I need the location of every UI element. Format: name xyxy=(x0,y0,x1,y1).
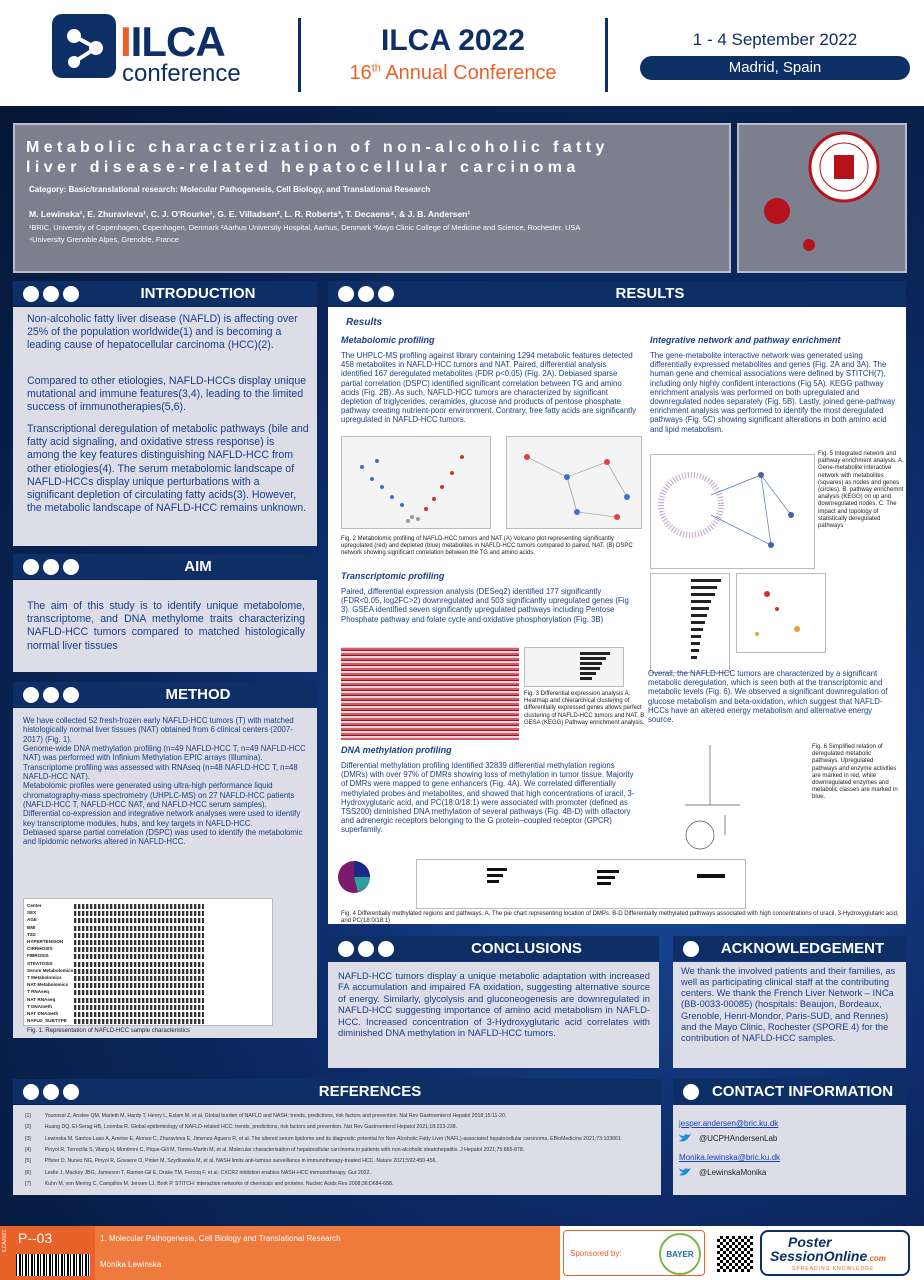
aim-header: AIM xyxy=(13,554,317,579)
intro-paragraph: Non-alcoholic fatty liver disease (NAFLD) is affecting over 25% of the population worldwide(1) and is becoming a leading cause of hepatocellular carcinoma (HCC)(2). xyxy=(27,313,298,352)
conference-location: Madrid, Spain xyxy=(640,56,910,80)
reference-text: Huang DQ, El-Serag HB, Loomba R. Global epidemiology of NAFLD-related HCC: trends, predictions, risk factors and prevention. Nat Rev Gastroenterol Hepatol 2021;18:223-238. xyxy=(44,1124,458,1131)
figure-1-row-label: NAT DNAmeth xyxy=(27,1011,59,1016)
twitter-icon xyxy=(679,1167,691,1177)
sponsor-label: Sponsored by: xyxy=(570,1249,622,1258)
figure-1-row-bar xyxy=(74,983,204,988)
conference-header xyxy=(0,0,924,106)
figure-4a-pie-chart xyxy=(334,857,374,897)
contact-twitter-lewinska[interactable]: @LewinskaMonika xyxy=(679,1167,766,1177)
figure-6-pathway-diagram xyxy=(650,735,800,885)
method-panel xyxy=(13,708,317,1038)
reference-number: [2] xyxy=(25,1124,31,1131)
method-text: We have collected 52 fresh-frozen early NAFLD-HCC tumors (T) with matched histologically normal liver tissues (NAT) obtained from 6 clinical centers (2007-2017) (Fig. 1). Genome-wide DNA methylation profiling (n=49 NAFLD-HCC T, n=49 NAFLD-HCC NAT) was performed with Infinium Methylation EPIC arrays (Illumina). Transcriptome profiling was assessed with RNAseq (n=48 NAFLD-HCC T, n=48 NAFLD-HCC NAT). Metabolomic profiles were generated using ultra-high performance liquid chromatography-mass spectrometry (UHPLC-MS) on 27 NAFLD-HCC patients (NAFLD-HCC T, NAFLD-HCC NAT, and NAFLD-HCC serum samples). Differential co-expression and integrative network analyses were used to identify key transcriptome modules, hubs, and key targets in NAFLD-HCC. Debiased sparse partial correlation (DSPC) was used to identify the metabolomic and lipidomic networks altered in NAFLD-HCC. xyxy=(23,716,306,847)
reference-item xyxy=(25,1113,655,1120)
introduction-panel xyxy=(13,307,317,546)
affiliation-line2: ⁴University Grenoble Alpes, Grenoble, France xyxy=(29,235,179,244)
figure-1-row-bar xyxy=(74,918,204,923)
figure-2b-dspc-network xyxy=(506,436,642,529)
aim-panel xyxy=(13,580,317,672)
conclusions-text: NAFLD-HCC tumors display a unique metabolic adaptation with increased FA accumulation and impaired FA oxidation, suggesting alternative source of energy. Similarly, glycolysis and gluconeogenesis are downregulated in NAFLD-HCC suggesting importance of amino acid metabolism in NAFLD-HCC. Increased concentration of 3-Hydroxyglutaric acid correlates with diminished DNA methylation in NAFLD-HCC tumors. xyxy=(338,970,650,1039)
university-seal-icon xyxy=(739,125,905,271)
acknowledgement-header: ACKNOWLEDGEMENT xyxy=(673,936,906,961)
university-seal-box xyxy=(737,123,907,273)
twitter-icon xyxy=(679,1133,691,1143)
reference-number: [3] xyxy=(25,1135,31,1142)
reference-text: Younossi Z, Anstee QM, Marietti M, Hardy T, Henry L, Eslam M, et al. Global burden of NAFLD and NASH: trends, predictions, risk factors and prevention. Nat Rev Gastroenterol Hepatol 2018;15:11-20. xyxy=(44,1113,507,1119)
metabolomic-heading: Metabolomic profiling xyxy=(341,335,435,345)
aim-text: The aim of this study is to identify unique metabolome, transcriptome, and DNA methylome traits characterizing NAFLD-HCC tumors compared to matched histologically normal liver tissues xyxy=(27,600,305,652)
reference-number: [1] xyxy=(25,1113,31,1119)
reference-item xyxy=(25,1124,655,1131)
affiliation-line1: ¹BRIC, University of Copenhagen, Copenhagen, Denmark ²Aarhus University Hospital, Aarhus, Denmark ³Mayo Clinic College of Medicine and Science, Rochester, USA xyxy=(29,223,581,232)
bayer-logo-icon xyxy=(658,1232,702,1276)
figure-1-caption: Fig. 1. Representation of NAFLD-HCC sample characteristics xyxy=(27,1028,191,1034)
figure-1-row-label: NAT RNAseq xyxy=(27,996,56,1002)
figure-1-row-label: STEATOSIS xyxy=(27,960,53,966)
figure-1-row-label: FIBROSIS xyxy=(27,953,49,959)
metabolomic-text: The UHPLC-MS profiling against library containing 1294 metabolic features detected 458 metabolites in NAFLD-HCC tumors and NAT. Paired, differential analysis identified 167 deregulated metabolites (FDR p<0.05) (Fig. 2A). Debiased sparse partial correlation (DSPC) identified significant correlation between TG and amino acids (Fig. 2B). As such, NAFLD-HCC tumors are characterized by significant depletion of triglycerides, ceramides, glucose and products of pentose phosphate pathway creating nutrient-poor environment. Contrary, free fatty acids are significantly upregulated in NAFLD-HCC tumors. xyxy=(341,351,636,425)
reference-text: Pinyol R, Torrecilla S, Wang H, Montironi C, Pique-Gili M, Torres-Martin M, et al. Molecular characterisation of hepatocellular carcinoma in patients with non-alcoholic steatohepatitis. J Hepatol 2021;75:865-878. xyxy=(44,1147,525,1154)
logo-ilca-text: IILCA xyxy=(120,18,225,65)
conclusions-header: CONCLUSIONS xyxy=(328,936,659,961)
figure-1-row-label: NAFLD_SUBTYPE xyxy=(27,1018,67,1024)
acknowledgement-text: We thank the involved patients and their families, as well as participating clinical staff at the contributing centers. We thank the French Liver Network – INCa (BB-0033-00085) (hospitals: Beaujon, Bordeaux, Grenoble, Henri-Mondor, Paris-SUD, and Rennes) and the Mayo Clinic, Rochester (SPORE 4) for the contribution of NAFLD-HCC samples. xyxy=(681,966,896,1043)
reference-text: Lewinska M, Santos-Laso A, Arretxe E, Alonso C, Zhuravleva E, Jimenez-Aguero R, et al. The altered serum lipidome and its diagnostic potential for Non-Alcoholic Fatty Liver (NAFL)-associated hepatocellular carcinoma. EBioMedicine 2021;73:103661. xyxy=(44,1135,623,1142)
integrative-heading: Integrative network and pathway enrichment xyxy=(650,335,841,345)
figure-1-row-label: CIRRHOSIS xyxy=(27,946,53,952)
poster-title-line2: liver disease-related hepatocellular carcinoma xyxy=(26,159,580,176)
logo-conference-text: conference xyxy=(122,60,241,87)
intro-paragraph: Transcriptional deregulation of metabolic pathways (bile and fatty acid signaling, and oxidative stress response) is among the key features distinguishing NAFLD-HCC from other etiologies(4). The serum metabolomic landscape of NAFLD-HCCs display unique perturbations with a significant depletion of circulating fatty acids(3). However, the metabolic landscape of NAFLD-HCC remains unknown. xyxy=(27,423,309,515)
figure-1-row-bar xyxy=(74,976,204,981)
reference-number: [6] xyxy=(25,1169,31,1176)
figure-1-row-label: BMI xyxy=(27,924,36,930)
figure-1-row-bar xyxy=(74,926,204,931)
figure-1-row-bar xyxy=(74,911,204,916)
transcriptomic-heading: Transcriptomic profiling xyxy=(341,571,445,581)
figure-3b-gsea-bars xyxy=(524,647,624,687)
figure-1-row-label: SEX xyxy=(27,910,37,916)
reference-item xyxy=(25,1158,655,1165)
figure-1-sample-chart xyxy=(23,898,273,1026)
figure-2-caption: Fig. 2 Metabolomic profiling of NAFLD-HCC tumors and NAT (A) Volcano plot representing significantly upregulated (red) and depleted (blue) metabolites in NAFLD-HCC tumors compared to paired, NAT. (B) DSPC network showing significant correlation between the TG and amino acids. xyxy=(341,536,633,557)
footer-track: 1. Molecular Pathogenesis, Cell Biology and Translational Research xyxy=(100,1234,341,1243)
figure-1-row-bar xyxy=(74,990,204,995)
footer-author: Monika Lewinska xyxy=(100,1260,162,1269)
acknowledgement-panel xyxy=(673,962,906,1068)
contact-email-lewinska[interactable]: Monika.lewinska@bric.ku.dk xyxy=(679,1153,781,1162)
figure-4-caption: Fig. 4 Differentially methylated regions and pathways. A. The pie chart representing location of DMPs. B-D Differentially methylated pathways associated with high concentrations of uracil, 3-Hydroxyglutaric acid, and PC(18:0/18:1) xyxy=(341,911,899,925)
conference-dates: 1 - 4 September 2022 xyxy=(692,30,858,49)
figure-1-row-label: T Metabolomics xyxy=(27,975,62,980)
reference-text: Kuhn M, von Mering C, Campillos M, Jensen LJ, Bork P. STITCH: interaction networks of chemicals and proteins. Nucleic Acids Res 2008;36:D684-688. xyxy=(44,1181,394,1188)
figure-1-row-bar xyxy=(74,904,204,909)
conclusions-panel xyxy=(328,962,659,1068)
figure-5-caption: Fig. 5 Integrated network and pathway enrichment analysis. A. Gene-metabolite interactive network with metabolites (squares) as nodes and genes (circles). B. pathway enrichemnt analysis (KEGG) on up and downregulated nodes. C. The impact and topology of statistically deregulated pathways xyxy=(818,451,904,529)
contact-twitter-andersen[interactable]: @UCPHAndersenLab xyxy=(679,1133,777,1143)
results-panel xyxy=(328,307,906,924)
poster-code: P--03 xyxy=(18,1230,53,1246)
reference-text: Leslie J, Mackey JBG, Jamieson T, Ramon-Gil E, Drake TM, Fercoq F, et al. CXCR2 inhibition enables NASH-HCC immunotherapy. Gut 2022. xyxy=(44,1169,371,1176)
reference-item xyxy=(25,1136,655,1143)
reference-number: [7] xyxy=(25,1181,31,1188)
figure-1-row-bar xyxy=(74,969,204,974)
contact-email-andersen[interactable]: jesper.andersen@bric.ku.dk xyxy=(679,1119,779,1128)
overall-text: Overall, the NAFLD-HCC tumors are characterized by a significant metabolic deregulation, which is seen both at the transcriptomic and metabolic levels (Fig. 6). We observed a significant downregulation of glucose metabolism and beta-oxidation, which suggest that NAFLD-HCCs have an altered energy metabolism and alternative energy source. xyxy=(648,669,888,724)
figure-1-row-label: T2D xyxy=(27,931,36,937)
figure-1-row-label: NAT Metabolomics xyxy=(27,982,69,988)
figure-1-row-bar xyxy=(74,962,204,967)
reference-number: [4] xyxy=(25,1147,31,1154)
figure-1-row-bar xyxy=(74,998,204,1003)
figure-5c-impact-plot xyxy=(736,573,826,653)
poster-authors: M. Lewinska¹, E. Zhuravleva¹, C. J. O'Rourke¹, G. E. Villadsen², L. R. Roberts³, T. Decaens⁴, & J. B. Andersen¹ xyxy=(29,209,471,219)
figure-1-row-bar xyxy=(74,954,204,959)
figure-1-row-label: T RNAseq xyxy=(27,989,49,995)
qr-code-icon[interactable] xyxy=(717,1236,753,1272)
transcriptomic-text: Paired, differential expression analysis (DESeq2) identified 177 significantly (FDR<0.05, log2FC>2) downregulated and 503 significantly upregulated genes (Fig 3). GSEA identified seven significantly upregulated pathways including Pentose Phosphate pathway and folate cycle and oxidative phosphorylation (Fig. 3B) xyxy=(341,587,629,624)
results-header: RESULTS xyxy=(328,281,906,306)
footer-side-code: ILCA2022 xyxy=(2,1230,8,1253)
figure-1-row-bar xyxy=(74,940,204,945)
postersessiononline-logo: Poster SessionOnline.com SPREADING KNOWLEDGE xyxy=(760,1230,910,1276)
contact-panel xyxy=(673,1105,906,1195)
footer xyxy=(0,1226,924,1280)
reference-item xyxy=(25,1170,655,1177)
figure-2a-volcano-plot xyxy=(341,436,491,529)
conference-subtitle: 16th Annual Conference xyxy=(349,62,557,84)
figure-1-row-label: HYPERTENSION xyxy=(27,939,64,944)
references-panel xyxy=(13,1105,661,1195)
figure-3-caption: Fig. 3 Differential expression analysis A. Heatmap and chierarchical clustering of differentially expressed genes allows perfect clustering of NAFLD-HCC tumors and NAT. B. GESA (KEGG) Pathway enrichment analysis. xyxy=(524,691,646,726)
introduction-header: INTRODUCTION xyxy=(13,281,317,306)
figure-1-row-bar xyxy=(74,1019,204,1024)
poster-category: Category: Basic/translational research: Molecular Pathogenesis, Cell Biology, and Translational Research xyxy=(29,185,431,194)
intro-paragraph: Compared to other etiologies, NAFLD-HCCs display unique mutational and immune features(3,4), leading to the limited success of immunotherapies(5,6). xyxy=(27,375,307,414)
figure-1-row-bar xyxy=(74,1012,204,1017)
reference-number: [5] xyxy=(25,1158,31,1165)
figure-3a-heatmap xyxy=(341,647,519,740)
reference-text: Pfister D, Nunez NG, Pinyol R, Govaere O, Pinter M, Szydlowska M, et al. NASH limits anti-tumour surveillance in immunotherapy-treated HCC. Nature 2021;592:450-456. xyxy=(44,1158,437,1165)
references-header: REFERENCES xyxy=(13,1079,661,1104)
dna-methylation-text: Differential methylation profiling identified 32839 differential methylation regions (DMRs) with over 97% of DMRs showing loss of methylation in tumor tissue. Majority of DMRs were mapped to gene enhancers (Fig. 4A). We correlated differentially methylated probes and metabolites, and showed that high concentrations of uracil, 3-Hydroxyglutaric acid, and PC(18:0/18:1) were associated with promoter (defined as TSS200) diminished DNA methylation of several pathways (Fig. 4B-D) with olfactory and adrenergic receptors belonging to the G protein–coupled receptor (GPCR) superfamily. xyxy=(341,761,635,835)
contact-header: CONTACT INFORMATION xyxy=(673,1079,906,1104)
poster-title-line1: Metabolic characterization of non-alcoholic fatty xyxy=(26,139,609,156)
figure-1-row-label: AGE xyxy=(27,917,37,923)
integrative-text: The gene-metabolite interactive network was generated using differentially expressed metabolites and genes (Fig. 2A and 3A). The human gene and chemical associations were defined by STITCH(7), including only highly confident interactions (Fig 5A). KEGG pathway enrichment analysis was performed on both upregulated and downregulated nodes separately (Fig. 5B). Lastly, joined gene-pathway enrichment analysis was performed to identify the most deregulated pathways (Fig. 5C) showing significant alterations in both amino acid and lipid metabolism. xyxy=(650,351,896,434)
title-box xyxy=(13,123,731,273)
dna-methylation-heading: DNA methylation profiling xyxy=(341,745,452,755)
figure-6-caption: Fig. 6 Simplified relation of deregulated metabolic pathways. Upregulated pathways and enzyme activities are marked in red, while downregulated enzymes and metabolic classes are marked in blue. xyxy=(812,744,898,801)
figure-1-row-label: T DNAmeth xyxy=(27,1003,53,1009)
method-header: METHOD xyxy=(13,682,317,707)
figure-1-row-bar xyxy=(74,933,204,938)
figure-1-row-label: Serum Metabolomics xyxy=(27,967,74,973)
reference-item xyxy=(25,1181,655,1188)
reference-item xyxy=(25,1147,655,1154)
figure-1-row-bar xyxy=(74,1005,204,1010)
results-heading: Results xyxy=(346,317,383,328)
figure-1-row-label: Center xyxy=(27,903,42,908)
sponsor-box xyxy=(563,1230,705,1276)
bayer-wordmark: BAYER xyxy=(666,1250,694,1259)
figure-5a-gene-metabolite-network xyxy=(650,454,815,569)
figure-1-row-bar xyxy=(74,947,204,952)
barcode-icon xyxy=(16,1254,90,1276)
figure-5b-pathway-bars xyxy=(650,573,730,673)
conference-title: ILCA 2022 xyxy=(381,24,525,57)
ilca-logo-icon xyxy=(52,14,116,78)
